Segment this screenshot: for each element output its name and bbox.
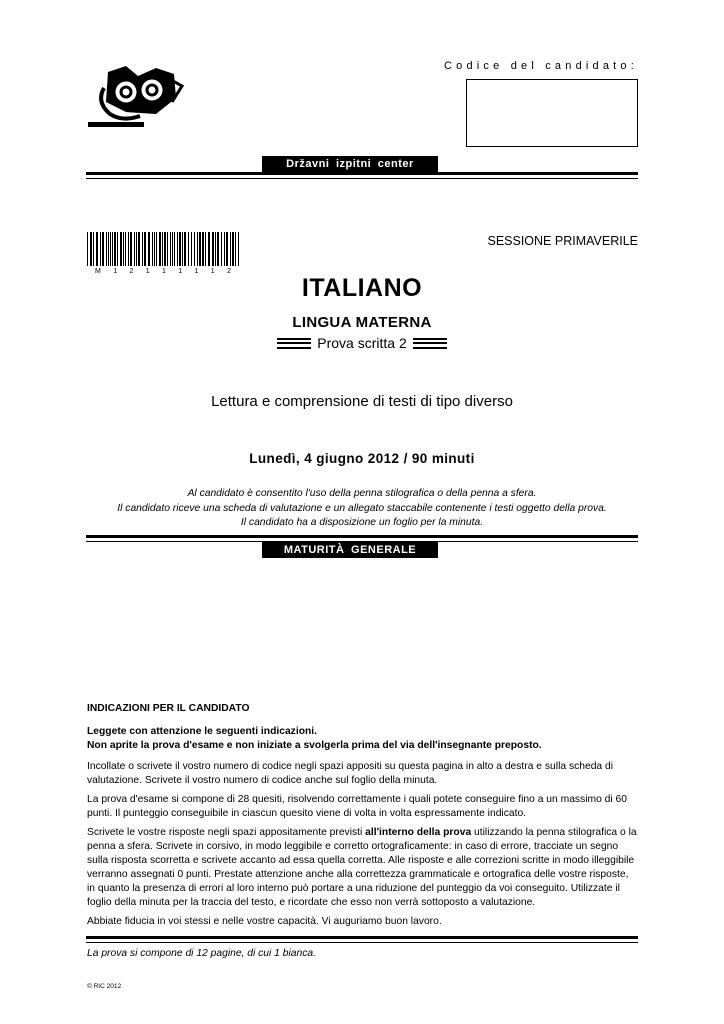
barcode-bar (205, 232, 206, 266)
barcode-bar (134, 232, 135, 266)
barcode-bar (138, 232, 140, 266)
barcode-bar (112, 232, 113, 266)
p3-text-bold: all'interno della prova (365, 827, 472, 838)
barcode-bar (162, 232, 163, 266)
barcode-digit: 1 (210, 268, 215, 275)
exam-date: Lunedì, 4 giugno 2012 / 90 minuti (249, 451, 475, 466)
barcode-bar (217, 232, 219, 266)
barcode-bar (170, 232, 171, 266)
barcode-bar (159, 232, 161, 266)
barcode-bar (128, 232, 129, 266)
barcode-bar (142, 232, 143, 266)
barcode-bar (167, 232, 168, 266)
instructions-bold-2: Non aprite la prova d'esame e non iniziate a svolgerla prima del via dell'insegnante preposto. (87, 740, 542, 751)
barcode-bar (174, 232, 175, 266)
barcode-digit: 1 (178, 268, 183, 275)
barcode-bar (202, 232, 204, 266)
header-rule-thin (86, 178, 638, 179)
barcode-bar (100, 232, 101, 266)
barcode-bar (144, 232, 146, 266)
barcode-bar (230, 232, 231, 266)
instructions-heading: INDICAZIONI PER IL CANDIDATO (87, 703, 250, 714)
section-title: Lettura e comprensione di testi di tipo diverso (211, 393, 513, 410)
barcode-bar (164, 232, 166, 266)
barcode-bar (114, 232, 116, 266)
barcode-bar (117, 232, 118, 266)
prova-label: Prova scritta 2 (317, 335, 407, 351)
barcode-digit: 1 (162, 268, 166, 275)
barcode-bar (120, 232, 122, 266)
barcode-bar (87, 232, 88, 266)
barcode-bar (188, 232, 189, 266)
barcode-bar (148, 232, 150, 266)
instructions-p2: La prova d'esame si compone di 28 quesiti, risolvendo correttamente i quali potete conseguire fino a un massimo di 60 punti. Il punteggio conseguibile in ciascun quesito viene di volta in volta espressamente indicato. (87, 794, 627, 819)
copyright: © RIC 2012 (87, 983, 122, 990)
barcode-digit: M (95, 268, 101, 275)
p3-text-a: Scrivete le vostre risposte negli spazi appositamente previsti (87, 827, 366, 838)
barcode-bar (102, 232, 104, 266)
barcode-bar (136, 232, 137, 266)
header-rule-thick (86, 172, 638, 175)
barcode-bar (184, 232, 186, 266)
instructions-p4: Abbiate fiducia in voi stessi e nelle vostre capacità. Vi auguriamo buon lavoro. (87, 916, 442, 927)
barcode-bar (130, 232, 132, 266)
candidate-notes (0, 487, 724, 531)
center-name-band: Državni izpitni center (262, 156, 438, 172)
barcode-bar (197, 232, 198, 266)
barcode-bar (156, 232, 157, 266)
barcode-bar (208, 232, 210, 266)
barcode-bar (212, 232, 214, 266)
prova-row (0, 335, 724, 351)
footer-rule-thin (86, 942, 638, 943)
barcode-bar (123, 232, 124, 266)
pages-note: La prova si compone di 12 pagine, di cui 1 bianca. (87, 948, 316, 959)
candidate-code-label: Codice del candidato: (444, 60, 638, 72)
barcode-bar (172, 232, 173, 266)
exam-subtitle: LINGUA MATERNA (292, 314, 432, 331)
barcode-bar (93, 232, 94, 266)
instructions-p1: Incollate o scrivete il vostro numero di codice negli spazi appositi su questa pagina in alto a destra e sulla scheda di valutazione. Scrivete il vostro numero di codice anche sul foglio della minuta. (87, 761, 614, 786)
barcode-bar (235, 232, 236, 266)
note-line: Il candidato riceve una scheda di valutazione e un allegato staccabile contenente i testi oggetto della prova. (117, 502, 607, 514)
barcode-bar (221, 232, 222, 266)
exam-type-band: MATURITÀ GENERALE (262, 542, 438, 558)
mid-rule-thick (86, 535, 638, 538)
barcode-bar (224, 232, 225, 266)
barcode-digit: 1 (194, 268, 199, 275)
barcode-bar (96, 232, 98, 266)
triple-line-right (413, 338, 447, 349)
barcode-bar (110, 232, 111, 266)
barcode-bar (199, 232, 201, 266)
barcode-bar (125, 232, 126, 266)
p3-text-b: utilizzando la penna stilografica o la penna a sfera. Scrivete in corsivo, in modo leggibile e corretto ortograficamente: in caso di errore, tracciate un segno sulla risposta scorretta e scrivete accanto ad essa quella corretta. Alle risposte e alle correzioni scritte in modo illeggibile verranno assegnati 0 punti. Prestate attenzione anche alla correttezza grammaticale e ortografica delle vostre risposte, in quanto la presenza di errori al loro interno può portare a una riduzione del punteggio da voi conseguito. Utilizzate il foglio della minuta per la traccia del testo, e ricordate che esso non verrà sottoposto a valutazione. (87, 827, 637, 908)
barcode-bar (191, 232, 192, 266)
barcode-digit: 2 (227, 268, 231, 275)
barcode-digit: 1 (113, 268, 118, 275)
barcode-bar (232, 232, 234, 266)
ric-owl-logo (86, 58, 186, 130)
barcode-bar (90, 232, 92, 266)
instructions-bold-1: Leggete con attenzione le seguenti indicazioni. (87, 726, 317, 737)
footer-rule-thick (86, 936, 638, 939)
session-label: SESSIONE PRIMAVERILE (487, 234, 638, 248)
barcode-bar (182, 232, 183, 266)
barcode-bar (108, 232, 109, 266)
triple-line-left (277, 338, 311, 349)
note-line: Il candidato ha a disposizione un foglio per la minuta. (240, 517, 484, 528)
exam-title: ITALIANO (301, 274, 423, 302)
barcode-bar (152, 232, 153, 266)
barcode-bar (179, 232, 181, 266)
barcode-bar (194, 232, 195, 266)
barcode-digit: 2 (129, 268, 134, 275)
note-line: Al candidato è consentito l'uso della penna stilografica o della penna a sfera. (187, 488, 537, 499)
instructions (87, 702, 639, 934)
barcode-bar (215, 232, 216, 266)
barcode-bar (226, 232, 228, 266)
barcode-bar (106, 232, 107, 266)
barcode (87, 232, 239, 266)
barcode-digit: 1 (145, 268, 150, 275)
barcode-bar (238, 232, 239, 266)
barcode-bar (177, 232, 178, 266)
candidate-code-box[interactable] (466, 79, 638, 147)
barcode-bar (154, 232, 155, 266)
instructions-p3 (87, 826, 639, 910)
